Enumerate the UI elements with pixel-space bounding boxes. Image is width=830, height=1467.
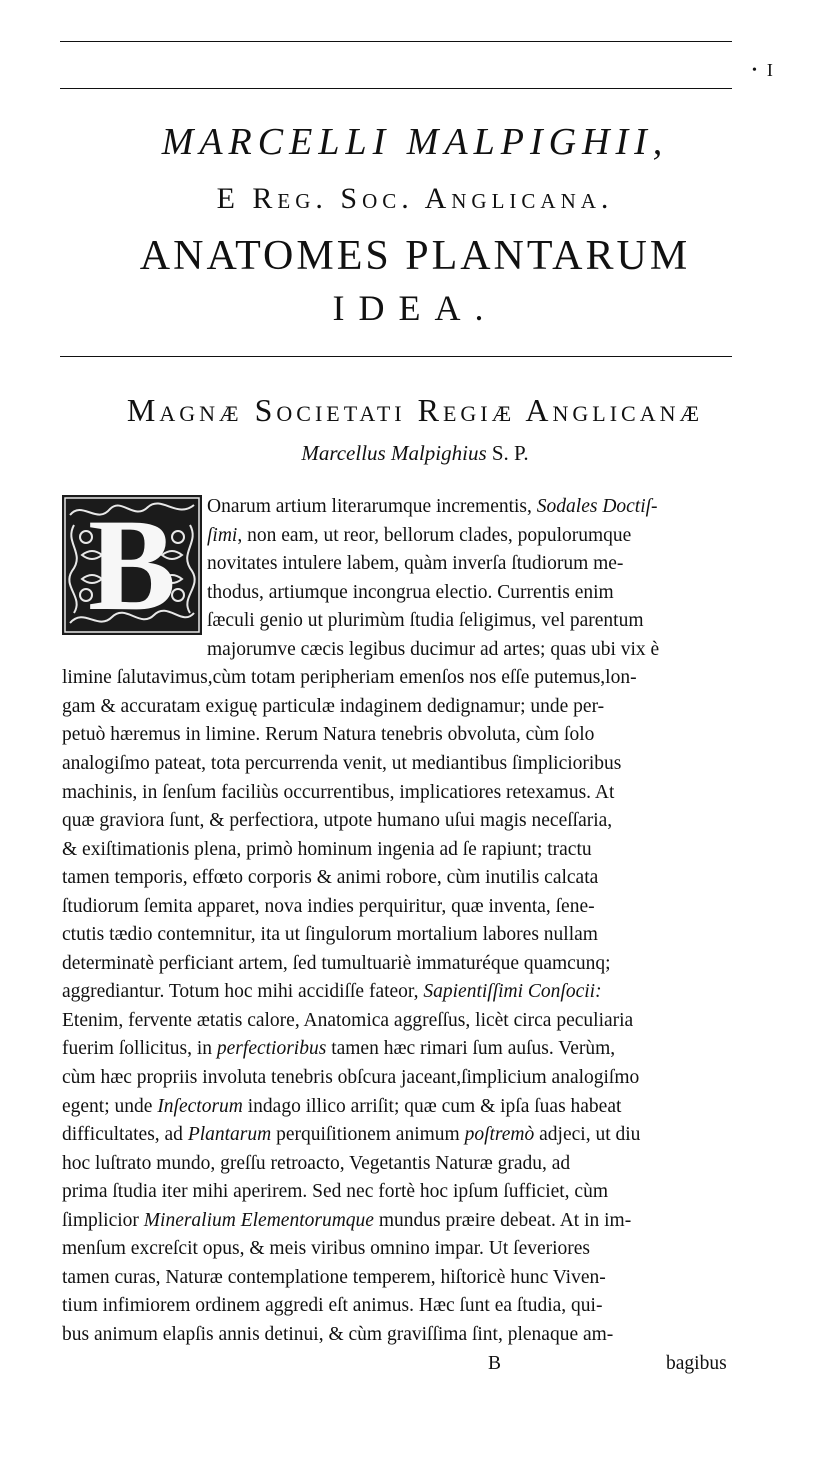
text-line xyxy=(207,526,631,546)
italic-run: poſtremò xyxy=(464,1124,535,1146)
text-line xyxy=(62,840,592,860)
text-run: & exiſtimationis plena, primò hominum ingenia ad ſe rapiunt; tractu xyxy=(62,838,592,860)
text-run: prima ſtudia iter mihi aperirem. Sed nec fortè hoc ipſum ſufficiet, cùm xyxy=(62,1181,609,1203)
text-line xyxy=(62,1268,606,1288)
text-line xyxy=(62,1239,590,1259)
book-subtitle: IDEA. xyxy=(332,288,498,328)
text-line xyxy=(62,697,604,717)
text-line xyxy=(62,1097,621,1117)
text-line xyxy=(62,1011,633,1031)
text-line xyxy=(62,1125,640,1145)
text-run: tamen curas, Naturæ contemplatione temperem, hiſtoricè hunc Viven- xyxy=(62,1266,606,1288)
italic-run: Sapientiſſimi Conſocii: xyxy=(423,981,602,1003)
text-run: aggrediantur. Totum hoc mihi accidiſſe fateor, xyxy=(62,981,424,1003)
society-line: E Reg. Soc. Anglicana. xyxy=(216,182,614,215)
text-line xyxy=(62,668,637,688)
italic-run: perfectioribus xyxy=(216,1038,327,1060)
text-line xyxy=(62,868,598,888)
text-run: ctutis tædio contemnitur, ita ut ſingulorum mortalium labores nullam xyxy=(62,924,598,946)
text-run: novitates intulere labem, quàm inverſa ſtudiorum me- xyxy=(207,553,624,575)
text-line xyxy=(62,1325,613,1345)
text-line xyxy=(62,811,612,831)
italic-run: Sodales Doctiſ- xyxy=(536,496,658,517)
text-line xyxy=(62,1296,602,1316)
text-line xyxy=(62,982,602,1002)
ornamental-initial-icon xyxy=(62,495,202,635)
header-rule xyxy=(60,88,732,89)
text-run: gam & accuratam exiguę particulæ indaginem dedignamur; unde per- xyxy=(62,695,605,717)
text-run: quæ graviora ſunt, & perfectiora, utpote humano uſui magis neceſſaria, xyxy=(62,810,613,832)
italic-run: Mineralium Elementorumque xyxy=(143,1209,374,1231)
text-run: tium infimiorem ordinem aggredi eſt animus. Hæc ſunt ea ſtudia, qui- xyxy=(62,1295,603,1317)
text-run: hoc luſtrato mundo, greſſu retroacto, Vegetantis Naturæ gradu, ad xyxy=(62,1152,571,1174)
dedication-signature xyxy=(0,441,830,466)
text-line xyxy=(62,1154,570,1174)
text-run: egent; unde xyxy=(62,1095,158,1117)
author-heading: MARCELLI MALPIGHII, xyxy=(161,121,669,163)
text-run: thodus, artiumque incongrua electio. Currentis enim xyxy=(207,581,614,603)
text-run: cùm hæc propriis involuta tenebris obſcura jaceant,ſimplicium analogiſmo xyxy=(62,1067,640,1088)
drop-cap-letter: B xyxy=(87,495,177,635)
text-run: determinatè perficiant artem, ſed tumultuariè immaturéque quamcunq; xyxy=(62,952,611,974)
page-number xyxy=(752,60,773,81)
text-line xyxy=(62,897,595,917)
dedication-heading: Magnæ Societati Regiæ Anglicanæ xyxy=(126,392,704,428)
text-run: limine ſalutavimus,cùm totam peripheriam emenſos nos eſſe putemus,lon- xyxy=(62,667,637,689)
section-rule xyxy=(60,356,732,357)
page-number-text: I xyxy=(766,60,773,80)
text-run: Onarum artium literarumque incrementis, xyxy=(207,496,537,517)
text-run: majorumve cæcis legibus ducimur ad artes; quas ubi vix è xyxy=(207,638,660,660)
text-run: Etenim, fervente ætatis calore, Anatomica aggreſſus, licèt circa peculiaria xyxy=(62,1009,634,1031)
text-line xyxy=(207,554,623,574)
text-run: analogiſmo pateat, tota percurrenda venit, ut mediantibus ſimplicioribus xyxy=(62,752,622,774)
text-line xyxy=(207,640,659,660)
text-line xyxy=(62,1068,639,1088)
text-run: petuò hæremus in limine. Rerum Natura tenebris obvoluta, cùm ſolo xyxy=(62,724,595,746)
text-line xyxy=(62,783,614,803)
page-ornament: • xyxy=(752,63,757,78)
text-run: indago illico arriſit; quæ cum & ipſa ſuas habeat xyxy=(242,1095,622,1117)
text-line xyxy=(207,497,658,517)
text-line xyxy=(62,1039,615,1059)
text-line xyxy=(207,611,644,631)
catchword: bagibus xyxy=(666,1353,727,1374)
text-run: bus animum elapſis annis detinui, & cùm graviſſima ſint, plenaque am- xyxy=(62,1323,614,1345)
text-run: menſum excreſcit opus, & meis viribus omnino impar. Ut ſeveriores xyxy=(62,1238,591,1260)
text-run: adjeci, ut diu xyxy=(534,1124,641,1146)
text-run: fuerim ſollicitus, in xyxy=(62,1038,217,1060)
text-run: difficultates, ad xyxy=(62,1124,188,1146)
text-line xyxy=(62,1182,608,1202)
italic-run: Plantarum xyxy=(187,1124,272,1146)
italic-run: Inſectorum xyxy=(157,1095,243,1117)
book-title: ANATOMES PLANTARUM xyxy=(139,233,691,279)
text-run: ſæculi genio ut plurimùm ſtudia ſeligimus, vel parentum xyxy=(207,610,644,632)
signature-mark: B xyxy=(488,1353,502,1374)
italic-run: ſimi xyxy=(207,524,238,546)
text-run: mundus præire debeat. At in im- xyxy=(373,1209,632,1231)
top-rule xyxy=(60,41,732,42)
signature-suffix: S. P. xyxy=(491,441,529,465)
text-run: tamen temporis, effœto corporis & animi robore, cùm inutilis calcata xyxy=(62,867,599,889)
text-line xyxy=(62,754,621,774)
text-run: machinis, in ſenſum faciliùs occurrentibus, implicatiores retexamus. At xyxy=(62,781,615,803)
text-run: , non eam, ut reor, bellorum clades, populorumque xyxy=(237,524,632,546)
signature-name: Marcellus Malpighius xyxy=(301,441,487,465)
text-run: tamen hæc rimari ſum auſus. Verùm, xyxy=(326,1038,616,1060)
text-line xyxy=(62,954,611,974)
text-line xyxy=(62,725,594,745)
text-run: ſtudiorum ſemita apparet, nova indies perquiritur, quæ inventa, ſene- xyxy=(62,895,595,917)
text-line xyxy=(62,1211,631,1231)
text-run: perquiſitionem animum xyxy=(271,1124,465,1146)
text-run: ſimplicior xyxy=(62,1209,144,1231)
text-line xyxy=(62,925,598,945)
text-line xyxy=(207,583,614,603)
